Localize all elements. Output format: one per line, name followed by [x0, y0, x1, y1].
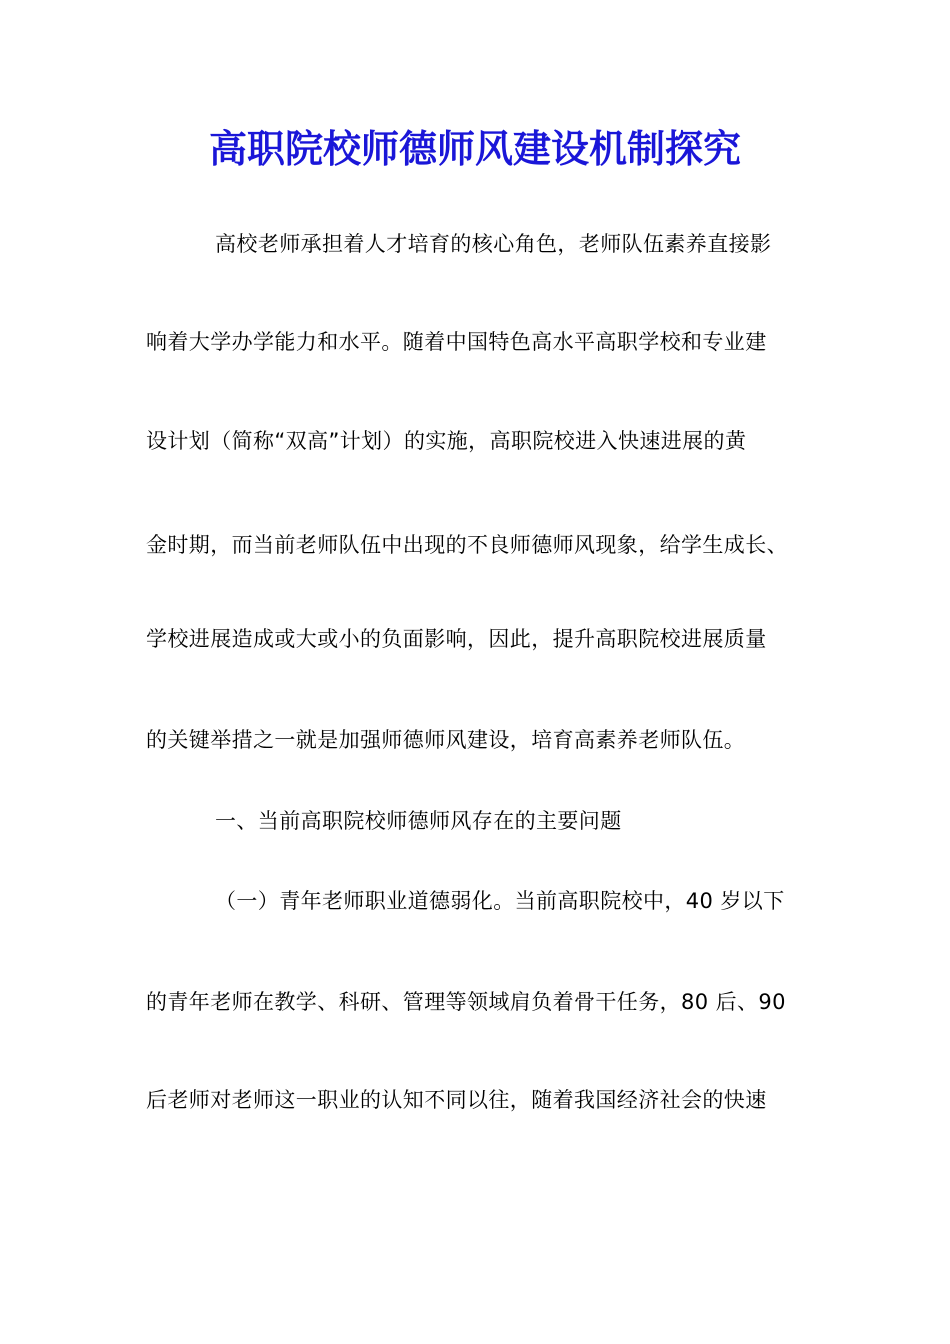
- paragraph-line: 响着大学办学能力和水平。随着中国特色高水平高职学校和专业建: [146, 330, 767, 354]
- paragraph-line: 设计划（简称“双高”计划）的实施，高职院校进入快速进展的黄: [146, 429, 747, 453]
- paragraph-line: （一）青年老师职业道德弱化。当前高职院校中，40 岁以下: [215, 889, 785, 913]
- paragraph-line: 的关键举措之一就是加强师德师风建设，培育高素养老师队伍。: [146, 728, 746, 752]
- paragraph-line: 高校老师承担着人才培育的核心角色，老师队伍素养直接影: [215, 232, 772, 256]
- paragraph-line: 的青年老师在教学、科研、管理等领域肩负着骨干任务，80 后、90: [146, 990, 786, 1014]
- section-heading: 一、当前高职院校师德师风存在的主要问题: [215, 809, 622, 833]
- paragraph-line: 金时期，而当前老师队伍中出现的不良师德师风现象，给学生成长、: [146, 533, 788, 557]
- paragraph-line: 学校进展造成或大或小的负面影响，因此，提升高职院校进展质量: [146, 627, 767, 651]
- paragraph-line: 后老师对老师这一职业的认知不同以往，随着我国经济社会的快速: [146, 1088, 767, 1112]
- document-title: 高职院校师德师风建设机制探究: [208, 126, 741, 171]
